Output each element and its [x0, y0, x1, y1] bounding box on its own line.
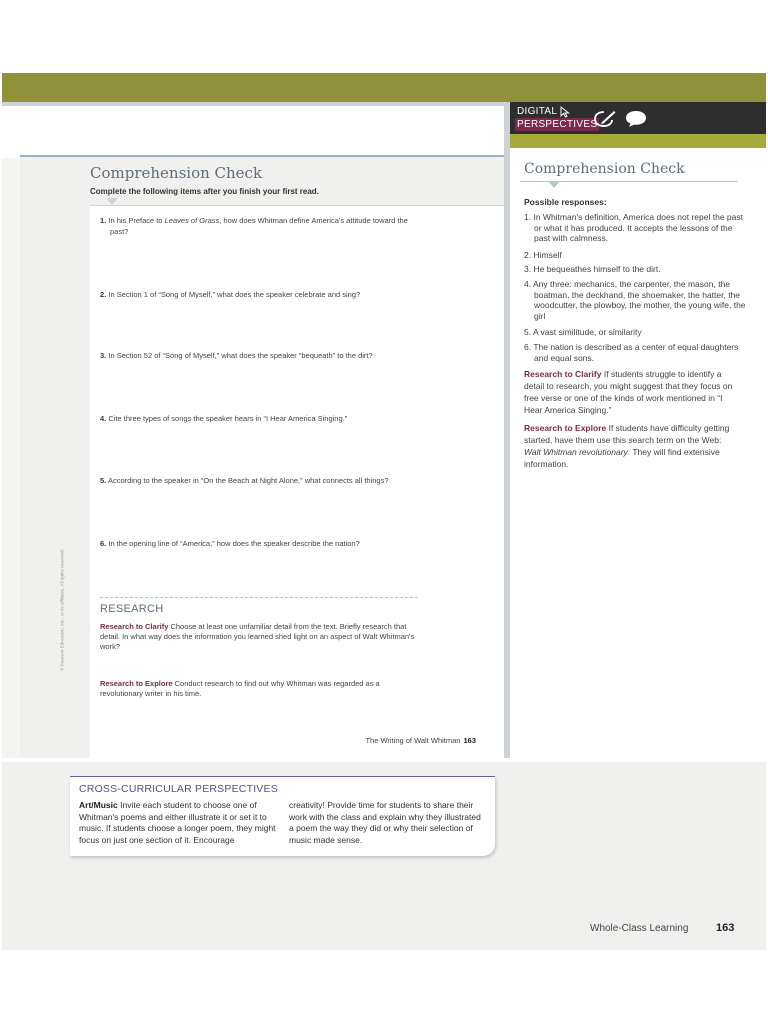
teacher-clarify-label: Research to Clarify — [524, 369, 602, 379]
question-item — [100, 538, 426, 549]
question-item — [100, 215, 426, 237]
digital-label: DIGITAL — [517, 106, 558, 117]
response-text: In Whitman's definition, America does not repel the past or what it has produced. It accepts the lessons of the past with calmness. — [533, 212, 743, 243]
research-clarify — [100, 622, 416, 652]
questions-box-notch — [106, 198, 118, 205]
response-number: 6. — [524, 342, 532, 352]
student-page-footer — [300, 736, 476, 745]
teacher-clarify-text: If students struggle to identify a detail to research, you might suggest that they focus on free verse or one of the kinds of work mentioned in “I Hear America Singing.” — [524, 369, 733, 415]
response-item — [524, 264, 746, 275]
response-item — [524, 342, 746, 363]
response-text: The nation is described as a center of equal daughters and equal sons. — [533, 342, 739, 363]
question-text: In Section 52 of “Song of Myself,” what does the speaker “bequeath” to the dirt? — [108, 351, 373, 360]
research-divider — [100, 597, 418, 598]
response-text: He bequeathes himself to the dirt. — [533, 264, 661, 274]
research-explore-label: Research to Explore — [100, 679, 173, 688]
question-text: In his Preface to — [108, 216, 165, 225]
cross-curricular-title: CROSS-CURRICULAR PERSPECTIVES — [79, 783, 278, 795]
question-number: 3. — [100, 351, 107, 360]
question-number: 2. — [100, 290, 107, 299]
cross-curricular-col-2 — [289, 800, 487, 846]
research-clarify-text: Choose at least one unfamiliar detail from the text. Briefly research that detail. In what way does the information you learned shed light on an aspect of Walt Whitman's work? — [100, 622, 415, 651]
question-text: Cite three types of songs the speaker hears in “I Hear America Singing.” — [108, 414, 348, 423]
response-text: A vast similitude, or similarity — [533, 327, 642, 337]
search-term: Walt Whitman revolutionary — [524, 447, 628, 457]
teacher-explore-text-end: . They will find extensive information. — [524, 447, 720, 469]
response-item — [524, 327, 746, 338]
top-olive-bar — [2, 73, 766, 102]
research-explore-text: Conduct research to find out why Whitman was regarded as a revolutionary writer in his time. — [100, 679, 380, 698]
question-text: In the opening line of “America,” how does the speaker describe the nation? — [108, 539, 360, 548]
page-title: Comprehension Check — [90, 164, 263, 182]
cross-curricular-col-1 — [79, 800, 277, 846]
teacher-explore-label: Research to Explore — [524, 423, 607, 433]
cross-curricular-text: creativity! Provide time for students to share their work with the class and explain why they illustrated a poem the way they did or why their selection of music made sense. — [289, 800, 481, 845]
perspectives-label: PERSPECTIVES — [517, 119, 598, 130]
question-item — [100, 289, 426, 300]
response-text: Himself — [533, 250, 562, 260]
possible-responses-heading: Possible responses: — [524, 197, 607, 207]
question-number: 1. — [100, 216, 107, 225]
question-number: 5. — [100, 476, 107, 485]
response-number: 5. — [524, 327, 532, 337]
teacher-panel-notch — [548, 181, 560, 188]
question-text: According to the speaker in “On the Beach at Night Alone,” what connects all things? — [107, 476, 389, 485]
question-number: 6. — [100, 539, 107, 548]
research-heading: RESEARCH — [100, 603, 164, 615]
student-page-margin — [2, 158, 20, 758]
footer-page-number: 163 — [463, 736, 476, 745]
cursor-icon — [560, 106, 570, 118]
response-number: 1. — [524, 212, 532, 222]
question-number: 4. — [100, 414, 107, 423]
art-music-label: Art/Music — [79, 800, 118, 810]
annotate-pen-icon[interactable] — [594, 110, 616, 128]
research-clarify-label: Research to Clarify — [100, 622, 169, 631]
teacher-panel-title: Comprehension Check — [524, 161, 685, 177]
question-text: , how does Whitman define America's attitude toward the past? — [110, 216, 408, 236]
response-item — [524, 212, 746, 244]
cross-curricular-text: Invite each student to choose one of Whitman's poems and either illustrate it or set it to music. If students choose a longer poem, they might focus on just one section of it. Encourage — [79, 800, 276, 845]
response-number: 2. — [524, 250, 532, 260]
footer-title: The Writing of Walt Whitman — [365, 736, 461, 745]
question-item — [100, 475, 426, 486]
question-item — [100, 350, 426, 361]
page-footer-number: 163 — [716, 922, 735, 934]
response-item — [524, 279, 746, 321]
teacher-research-clarify — [524, 368, 736, 416]
teacher-explore-text: If students have difficulty getting started, have them use this search term on the Web: — [524, 423, 730, 445]
teacher-research-explore — [524, 422, 736, 470]
digital-olive-band — [510, 134, 766, 148]
copyright-notice: © Pearson Education, Inc., or its affiliates. All rights reserved. — [59, 549, 65, 671]
response-number: 4. — [524, 279, 532, 289]
research-explore — [100, 679, 416, 699]
response-number: 3. — [524, 264, 532, 274]
response-item — [524, 250, 746, 261]
question-item — [100, 413, 426, 424]
question-text-italic: Leaves of Grass — [164, 216, 220, 225]
chat-bubble-icon[interactable] — [625, 110, 647, 128]
response-text: Any three: mechanics, the carpenter, the mason, the boatman, the deckhand, the shoemaker, the hatter, the woodcutter, the plowboy, the mother, the young wife, the girl — [533, 279, 746, 321]
question-text: In Section 1 of “Song of Myself,” what does the speaker celebrate and sing? — [108, 290, 361, 299]
instruction-text: Complete the following items after you finish your first read. — [90, 187, 319, 196]
page-footer-label: Whole-Class Learning — [590, 923, 689, 934]
